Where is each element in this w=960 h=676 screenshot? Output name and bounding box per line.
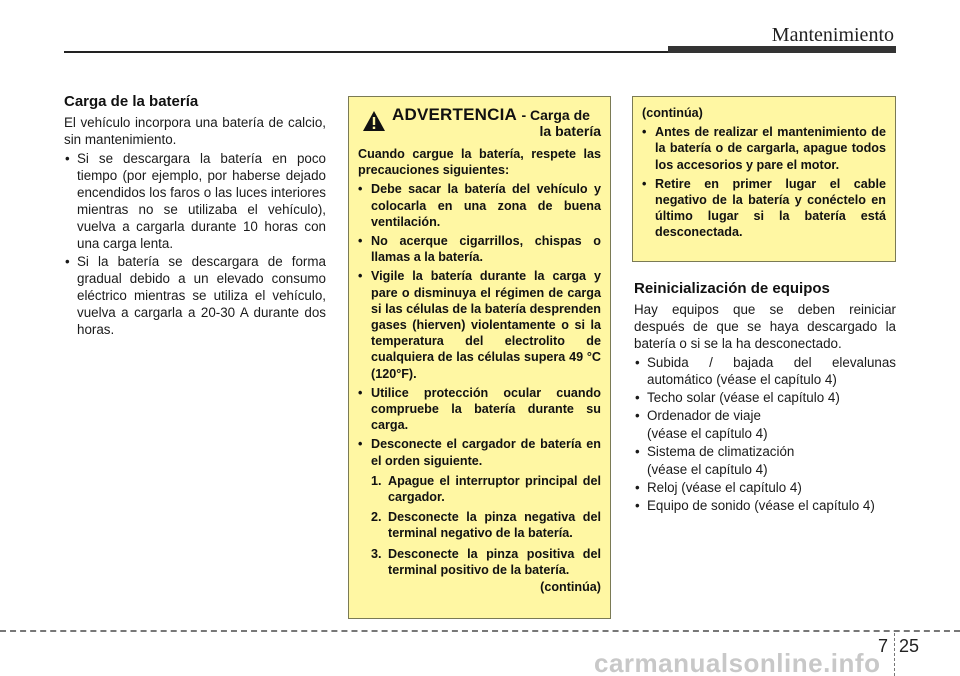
watermark: carmanualsonline.info [594, 648, 881, 676]
list-item-subtext: (véase el capítulo 4) [647, 426, 768, 441]
list-item: • Si se descargara la batería en poco tiempo (por ejemplo, por haberse dejado encendidos los faros o las luces interiores mientras no se utilizaba el vehículo), vuelva a cargarla durante 10 horas con una carga lenta. [64, 150, 326, 252]
step-number: 2. [371, 510, 382, 525]
list-item-text: Sistema de climatización [647, 444, 795, 459]
step-text: Desconecte la pinza positiva del terminal positivo de la batería. [388, 546, 601, 577]
warning-box-continued [632, 96, 896, 262]
battery-charging-section [64, 93, 326, 339]
warning-triangle-icon [362, 110, 386, 132]
list-item-text: Desconecte el cargador de batería en el orden siguiente. [371, 437, 601, 468]
footer-dashed-rule [0, 630, 960, 632]
warning-label: ADVERTENCIA [392, 105, 517, 124]
list-item: • Retire en primer lugar el cable negativo de la batería y conéctelo en último lugar si la batería está desconectada. [642, 176, 886, 241]
list-item: • Vigile la batería durante la carga y pare o disminuya el régimen de carga si las células de la batería desprenden gases (hierven) violentamente o si la temperatura del electrolito de cualquiera de las células supera 49 °C (120°F). [358, 268, 601, 381]
list-item-text: Reloj (véase el capítulo 4) [647, 480, 802, 495]
step-number: 1. [371, 473, 382, 488]
list-item-text: Techo solar (véase el capítulo 4) [647, 390, 840, 405]
list-item [634, 407, 896, 442]
list-item-text: Subida / bajada del elevalunas automático (véase el capítulo 4) [647, 355, 896, 387]
list-item [634, 443, 896, 478]
warning-header [358, 105, 601, 139]
list-item-text: Ordenador de viaje [647, 408, 761, 423]
header-rule [64, 51, 668, 53]
list-item: • Antes de realizar el mantenimiento de la batería o de cargarla, apague todos los accesorios y pare el motor. [642, 124, 886, 173]
step-item [371, 546, 601, 578]
list-item [634, 479, 896, 496]
header-rule-bar [668, 46, 896, 53]
disconnect-steps-list [371, 473, 601, 578]
warning-bullet-list [358, 181, 601, 578]
warning-continued-heading: (continúa) [642, 106, 703, 120]
equipment-list [634, 354, 896, 514]
page-number-divider [894, 633, 895, 676]
warning-continues-label: (continúa) [540, 580, 601, 595]
list-item-text: Equipo de sonido (véase el capítulo 4) [647, 498, 875, 513]
equipment-reset-section [634, 280, 896, 515]
step-item [371, 509, 601, 541]
battery-intro-text: El vehículo incorpora una batería de calcio, sin mantenimiento. [64, 115, 326, 147]
list-item [634, 354, 896, 388]
step-item [371, 473, 601, 505]
section-title-equipment-reset: Reinicialización de equipos [634, 280, 830, 297]
warning-continued-list [642, 124, 886, 240]
warning-box-battery-charging [348, 96, 611, 619]
list-item: • No acerque cigarrillos, chispas o llamas a la batería. [358, 233, 601, 265]
list-item: • Utilice protección ocular cuando compruebe la batería durante su carga. [358, 385, 601, 434]
step-text: Desconecte la pinza negativa del terminal negativo de la batería. [388, 510, 601, 541]
warning-topic-line-2: la batería [539, 123, 601, 139]
list-item: • Si la batería se descargara de forma gradual debido a un elevado consumo eléctrico mientras se utiliza el vehículo, vuelva a cargarla a 20-30 A durante dos horas. [64, 253, 326, 338]
step-number: 3. [371, 546, 382, 561]
page-number: 25 [899, 636, 920, 656]
page-header-title: Mantenimiento [771, 24, 894, 46]
warning-intro-text: Cuando cargue la batería, respete las precauciones siguientes: [358, 147, 601, 178]
list-item [634, 389, 896, 406]
list-item-subtext: (véase el capítulo 4) [647, 462, 768, 477]
list-item [358, 436, 601, 578]
chapter-number: 7 [878, 636, 889, 656]
list-item: • Debe sacar la batería del vehículo y colocarla en una zona de buena ventilación. [358, 181, 601, 230]
step-text: Apague el interruptor principal del cargador. [388, 473, 601, 505]
equipment-reset-intro: Hay equipos que se deben reiniciar después de que se haya descargado la batería o si se la ha desconectado. [634, 302, 896, 351]
section-title-battery-charging: Carga de la batería [64, 93, 199, 110]
warning-topic: - Carga de [521, 107, 590, 123]
list-item [634, 497, 896, 514]
battery-bullet-list [64, 150, 326, 338]
